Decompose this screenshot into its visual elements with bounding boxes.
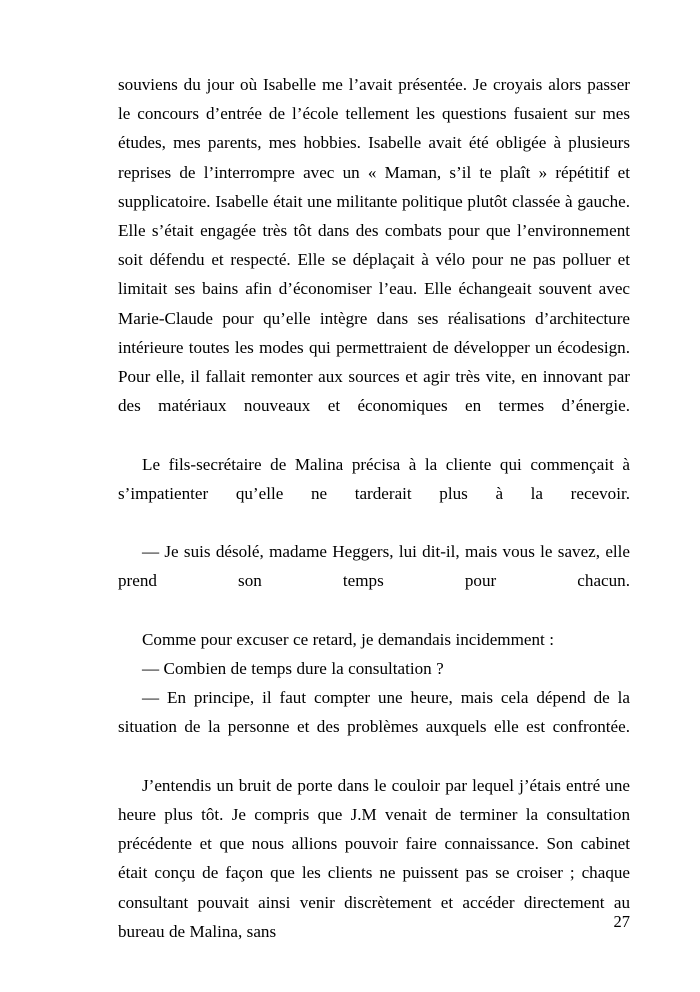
paragraph-je-suis-desole: — Je suis désolé, madame Heggers, lui dit-il, mais vous le savez, elle prend son temps pour chacun. (118, 542, 630, 591)
page-number: 27 (613, 912, 630, 931)
body-text-column (118, 70, 630, 946)
paragraph-combien-de-temps: — Combien de temps dure la consultation ? (142, 659, 444, 679)
paragraph-en-principe: — En principe, il faut compter une heure, mais cela dépend de la situation de la personne et des problèmes auxquels elle est confrontée. (118, 688, 630, 737)
paragraph-comme-pour-excuser: Comme pour excuser ce retard, je demandais incidemment : (142, 629, 554, 649)
paragraph-jentendis: J’entendis un bruit de porte dans le couloir par lequel j’étais entré une heure plus tôt. Je compris que J.M venait de terminer la consultation précédente et que nous allions pouvoir faire connaissance. Son cabinet était conçu de façon que les clients ne puissent pas se croiser ; chaque consultant pouvait ainsi venir discrètement et accéder directement au bureau de Malina, sans (118, 775, 630, 941)
paragraph-souviens: souviens du jour où Isabelle me l’avait présentée. Je croyais alors passer le concours d’entrée de l’école tellement les questions fusaient sur mes études, mes parents, mes hobbies. Isabelle avait été obligée à plusieurs reprises de l’interrompre avec un « Maman, s’il te plaît » répétitif et supplicatoire. Isabelle était une militante politique plutôt classée à gauche. Elle s’était engagée très tôt dans des combats pour que l’environnement soit défendu et respecté. Elle se déplaçait à vélo pour ne pas polluer et limitait ses bains afin d’économiser l’eau. Elle échangeait souvent avec Marie-Claude pour qu’elle intègre dans ses réalisations d’architecture intérieure toutes les modes qui permettraient de développer un écodesign. Pour elle, il fallait remonter aux sources et agir très vite, en innovant par des matériaux nouveaux et économiques en termes d’énergie. (118, 75, 630, 416)
paragraph-fils-secretaire: Le fils-secrétaire de Malina précisa à la cliente qui commençait à s’impatienter qu’elle ne tarderait plus à la recevoir. (118, 454, 630, 503)
